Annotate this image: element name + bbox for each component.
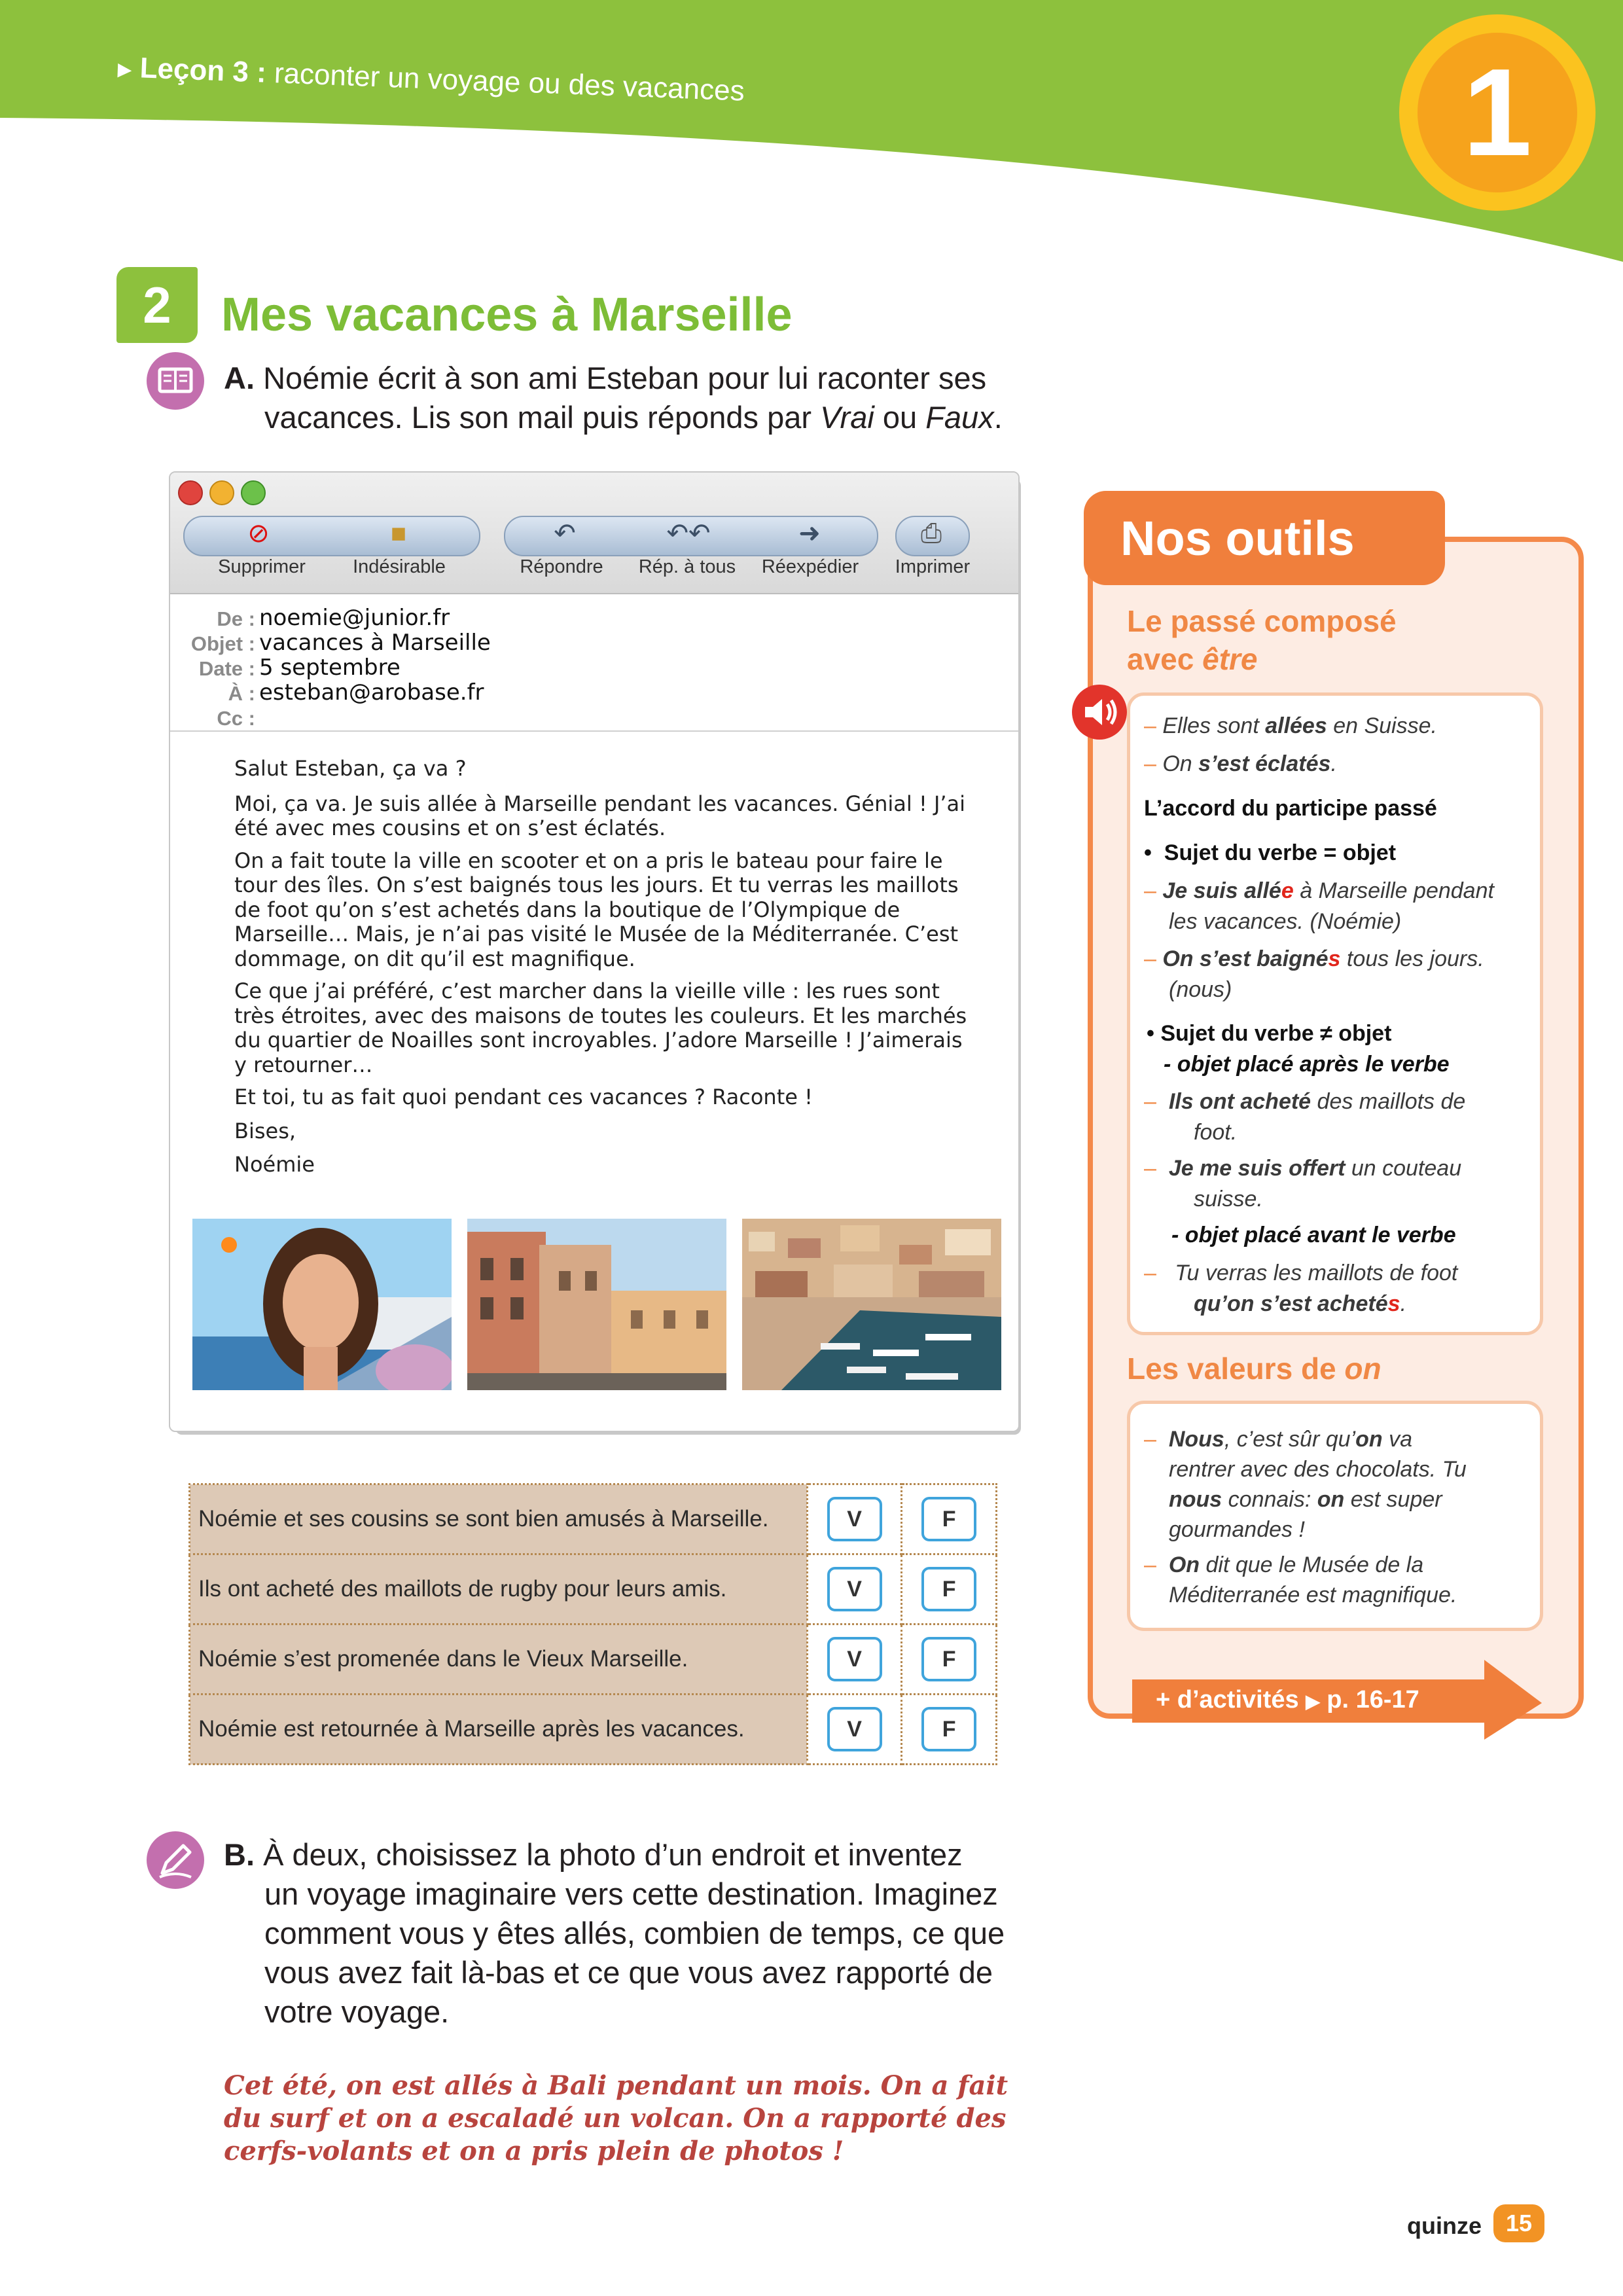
r1-a: Je suis allé	[1162, 878, 1281, 903]
on-example-1	[1144, 1424, 1467, 1545]
valeurs-on-heading	[1127, 1350, 1382, 1388]
v1-h: on	[1317, 1487, 1345, 1512]
f-cell	[902, 1695, 997, 1765]
avec-word: avec	[1127, 642, 1203, 676]
mail-toolbar	[170, 473, 1018, 594]
nos-outils-title: Nos outils	[1120, 511, 1355, 565]
case-2-heading	[1147, 1018, 1450, 1080]
ex2-text-b: s’est éclatés	[1198, 751, 1331, 776]
v2-b: dit que le Musée de la	[1200, 1552, 1424, 1577]
r2-a: On s’est baigné	[1162, 946, 1329, 971]
mail-body	[234, 757, 980, 1185]
toolbar-group-delete	[183, 516, 480, 556]
vrai-checkbox-1[interactable]: V	[827, 1497, 882, 1541]
table-row	[190, 1554, 997, 1624]
unit-number: 1	[1463, 43, 1532, 182]
activity-b-line3: comment vous y êtes allés, combien de temps, ce que	[264, 1916, 1005, 1950]
v1-i: est super	[1344, 1487, 1442, 1512]
activity-a-line2-text: vacances. Lis son mail puis réponds par	[264, 400, 821, 435]
on-example-2	[1144, 1550, 1457, 1610]
mail-paragraph-4: Et toi, tu as fait quoi pendant ces vacances ? Raconte !	[234, 1085, 813, 1109]
photo-old-town	[467, 1219, 726, 1390]
activity-a-line1: Noémie écrit à son ami Esteban pour lui raconter ses	[263, 361, 987, 395]
de-label: De :	[217, 607, 255, 630]
faux-checkbox-4[interactable]: F	[921, 1707, 976, 1751]
activity-a-line2	[224, 398, 1048, 437]
r5-a: Tu verras les maillots de foot	[1175, 1261, 1458, 1285]
dash-icon: –	[1144, 1089, 1169, 1114]
date-value: 5 septembre	[259, 655, 401, 681]
f-cell	[902, 1484, 997, 1554]
v-cell	[807, 1624, 902, 1695]
delete-icon[interactable]: ⊘	[247, 519, 270, 548]
bullet-icon: •	[1144, 840, 1164, 865]
arrow-right-icon: ▶	[1306, 1691, 1320, 1712]
objet-label: Objet :	[190, 632, 255, 655]
mail-sign-1: Bises,	[234, 1118, 296, 1143]
lesson-label: Leçon 3 :	[139, 52, 267, 89]
r5-c: s	[1387, 1291, 1400, 1316]
writing-icon	[147, 1831, 204, 1889]
more-activities-pages: p. 16-17	[1327, 1686, 1419, 1713]
v1-f: nous	[1169, 1487, 1222, 1512]
f-cell	[902, 1624, 997, 1695]
lesson-topic: raconter un voyage ou des vacances	[274, 57, 745, 107]
statement-3: Noémie s’est promenée dans le Vieux Marseille.	[190, 1624, 808, 1695]
faux-word: Faux	[925, 400, 994, 435]
v-cell	[807, 1695, 902, 1765]
faux-checkbox-1[interactable]: F	[921, 1497, 976, 1541]
mail-paragraph-1: Moi, ça va. Je suis allée à Marseille pendant les vacances. Génial ! J’ai été avec mes cousins et on s’est éclatés.	[234, 791, 966, 840]
true-false-table	[188, 1483, 997, 1765]
r4-a: Je me suis offert	[1168, 1156, 1346, 1181]
example-answer: Cet été, on est allés à Bali pendant un mois. On a fait du surf et on a escaladé un volcan. On a rapporté des cerfs-volants et on a pris plein de photos !	[224, 2070, 1008, 2166]
supprimer-label[interactable]: Supprimer	[218, 556, 306, 577]
vrai-word: Vrai	[820, 400, 874, 435]
case-2a-text: - objet placé après le verbe	[1164, 1052, 1450, 1077]
section-number: 2	[116, 267, 198, 343]
statement-4: Noémie est retournée à Marseille après les vacances.	[190, 1695, 808, 1765]
f-cell	[902, 1554, 997, 1624]
activity-b-instruction	[224, 1835, 1048, 2032]
ex2-text-a: On	[1162, 751, 1199, 776]
passe-compose-heading	[1127, 602, 1397, 678]
v1-e: rentrer avec des chocolats. Tu	[1169, 1457, 1467, 1482]
r3-a: Ils ont acheté	[1168, 1089, 1311, 1114]
activity-b-line1: À deux, choisissez la photo d’un endroit et inventez	[263, 1837, 963, 1872]
zoom-window-button[interactable]	[241, 480, 266, 505]
header-band	[0, 0, 1623, 275]
dash-icon: –	[1144, 1552, 1169, 1577]
activity-b-line4: vous avez fait là-bas et ce que vous avez rapporté de	[264, 1955, 993, 1990]
date-label: Date :	[198, 657, 255, 680]
mail-paragraph-3: Ce que j’ai préféré, c’est marcher dans la vieille ville : les rues sont très étroites, avec des maisons de toutes les couleurs. Et les marchés du quartier de Noailles sont incroyables. J’adore Marseille ! J’aimerais y retourner…	[234, 978, 967, 1077]
r1-b: e	[1281, 878, 1294, 903]
rule-3	[1144, 1086, 1465, 1148]
reading-icon	[147, 352, 204, 410]
rule-5	[1144, 1258, 1457, 1319]
mail-sign-2: Noémie	[234, 1152, 315, 1177]
imprimer-label[interactable]: Imprimer	[895, 556, 971, 577]
reply-icon[interactable]: ↶	[554, 519, 576, 548]
accord-title: L’accord du participe passé	[1144, 796, 1437, 821]
dash-icon: –	[1144, 1427, 1169, 1452]
dash-icon: –	[1144, 1261, 1175, 1285]
v1-j: gourmandes !	[1169, 1517, 1305, 1542]
on-word: on	[1344, 1352, 1382, 1386]
faux-checkbox-2[interactable]: F	[921, 1567, 976, 1611]
activity-b-line2: un voyage imaginaire vers cette destination. Imaginez	[264, 1876, 998, 1911]
r1-d: les vacances. (Noémie)	[1169, 909, 1402, 934]
v1-a: Nous	[1168, 1427, 1224, 1452]
vrai-checkbox-2[interactable]: V	[827, 1567, 882, 1611]
reexpedier-label[interactable]: Réexpédier	[761, 556, 859, 577]
more-activities-link[interactable]	[1156, 1686, 1419, 1714]
dash-icon: –	[1144, 1156, 1169, 1181]
reply-all-icon[interactable]: ↶↶	[666, 519, 711, 548]
r3-b: des maillots de	[1311, 1089, 1466, 1114]
activity-a-instruction	[224, 359, 1048, 437]
activity-b-letter: B.	[224, 1837, 255, 1872]
page-number-word: quinze	[1407, 2212, 1482, 2239]
v1-b: , c’est sûr qu’	[1224, 1427, 1356, 1452]
ex2-text-c: .	[1330, 751, 1337, 776]
passe-compose-line2	[1127, 640, 1397, 678]
case-2b-text: - objet placé avant le verbe	[1171, 1223, 1456, 1247]
dash-icon: –	[1144, 878, 1163, 903]
r1-c: à Marseille pendant	[1293, 878, 1494, 903]
r4-b: un couteau	[1345, 1156, 1462, 1181]
ex1-text-a: Elles sont	[1162, 713, 1266, 738]
passe-compose-line1: Le passé composé	[1127, 604, 1397, 638]
activity-b-line5: votre voyage.	[264, 1994, 450, 2029]
r5-b: qu’on s’est acheté	[1194, 1291, 1388, 1316]
v-cell	[807, 1484, 902, 1554]
statement-2: Ils ont acheté des maillots de rugby pour leurs amis.	[190, 1554, 808, 1624]
de-value: noemie@junior.fr	[259, 605, 450, 631]
dash-icon: –	[1144, 713, 1163, 738]
junk-icon[interactable]: ■	[390, 519, 407, 548]
r2-c: tous les jours.	[1340, 946, 1484, 971]
dash-icon: –	[1144, 751, 1163, 776]
forward-icon[interactable]: ➜	[798, 519, 821, 548]
audio-icon[interactable]	[1072, 685, 1127, 740]
mail-greeting: Salut Esteban, ça va ?	[234, 756, 467, 781]
close-window-button[interactable]	[178, 480, 203, 505]
case-1-heading	[1144, 838, 1396, 869]
ex1-text-c: en Suisse.	[1327, 713, 1437, 738]
print-icon[interactable]: ⎙	[921, 519, 942, 548]
faux-checkbox-3[interactable]: F	[921, 1637, 976, 1681]
mail-window	[169, 471, 1020, 1432]
table-row	[190, 1484, 997, 1554]
rule-2	[1144, 944, 1484, 1005]
statement-1: Noémie et ses cousins se sont bien amusés à Marseille.	[190, 1484, 808, 1554]
rep-tous-label[interactable]: Rép. à tous	[638, 556, 736, 577]
table-row	[190, 1695, 997, 1765]
page-number: 15	[1493, 2204, 1544, 2242]
vrai-checkbox-3[interactable]: V	[827, 1637, 882, 1681]
v2-c: Méditerranée est magnifique.	[1169, 1583, 1457, 1607]
vrai-checkbox-4[interactable]: V	[827, 1707, 882, 1751]
dash-icon: –	[1144, 946, 1163, 971]
mail-header-fields	[170, 594, 1018, 732]
r2-d: (nous)	[1169, 977, 1232, 1002]
play-arrow-icon: ▶	[117, 58, 133, 80]
activity-a-letter: A.	[224, 361, 255, 395]
more-activities-text: + d’activités	[1156, 1686, 1299, 1713]
indesirable-label[interactable]: Indésirable	[353, 556, 446, 577]
a-label: À :	[228, 682, 255, 705]
case-2-text: Sujet du verbe ≠ objet	[1160, 1021, 1392, 1046]
v1-g: connais:	[1222, 1487, 1317, 1512]
bullet-icon: •	[1147, 1021, 1161, 1046]
r4-c: suisse.	[1194, 1187, 1263, 1211]
case-1-text: Sujet du verbe = objet	[1164, 840, 1397, 865]
activity-a-end: .	[993, 400, 1003, 435]
valeurs-text: Les valeurs de	[1127, 1352, 1345, 1386]
etre-word: être	[1202, 642, 1258, 676]
ex1-text-b: allées	[1265, 713, 1327, 738]
photo-harbour	[742, 1219, 1001, 1390]
v-cell	[807, 1554, 902, 1624]
v2-a: On	[1168, 1552, 1200, 1577]
pc-example-2	[1144, 749, 1337, 780]
minimize-window-button[interactable]	[209, 480, 234, 505]
objet-value: vacances à Marseille	[259, 630, 491, 656]
r3-c: foot.	[1194, 1120, 1238, 1145]
photo-girl-selfie	[192, 1219, 452, 1390]
repondre-label[interactable]: Répondre	[520, 556, 603, 577]
a-value: esteban@arobase.fr	[259, 679, 484, 706]
ou-word: ou	[874, 400, 926, 435]
mail-paragraph-2: On a fait toute la ville en scooter et on a pris le bateau pour faire le tour des îles. On s’est baignés tous les jours. Et tu verras les maillots de foot qu’on s’est achetés dans la boutique de l’Olympique de Marseille… Mais, je n’ai pas visité le Musée de la Méditerranée. C’est dommage, on dit qu’il est magnifique.	[234, 848, 959, 971]
section-title: Mes vacances à Marseille	[221, 289, 793, 341]
table-row	[190, 1624, 997, 1695]
r2-b: s	[1328, 946, 1341, 971]
rule-1	[1144, 876, 1494, 937]
cc-label: Cc :	[217, 707, 255, 730]
pc-example-1	[1144, 711, 1437, 742]
r5-d: .	[1400, 1291, 1407, 1316]
rule-4	[1144, 1153, 1461, 1215]
v1-d: va	[1382, 1427, 1413, 1452]
v1-c: on	[1355, 1427, 1383, 1452]
